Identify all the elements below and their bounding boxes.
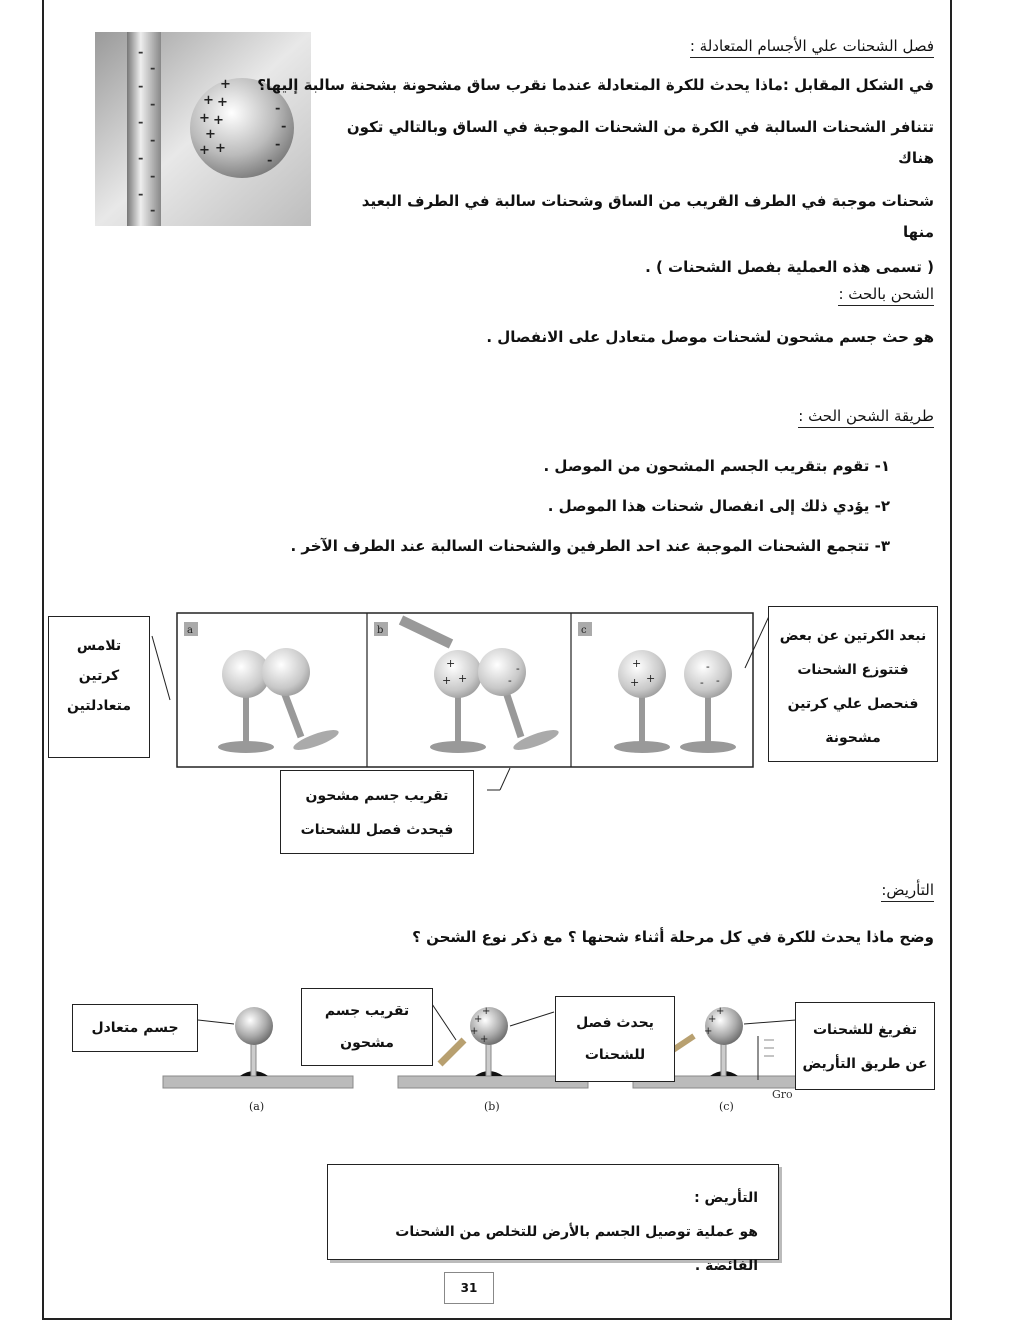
- section1-line-1: في الشكل المقابل :ماذا يحدث للكرة المتعادلة عندما نقرب ساق مشحونة بشحنة سالبة إليها؟: [257, 76, 934, 94]
- svg-text:-: -: [516, 662, 520, 675]
- page-number-text: 31: [460, 1281, 478, 1295]
- callout-bottom-line-1: تقريب جسم مشحون: [305, 788, 449, 804]
- svg-text:+: +: [716, 1006, 725, 1017]
- section3-heading: طريقة الشحن الحث :: [798, 407, 934, 428]
- svg-text:+: +: [215, 141, 226, 156]
- callout-grounding-discharge: [795, 1002, 935, 1090]
- grounding-stage-a: [235, 1007, 273, 1076]
- caption-b: (b): [484, 1100, 500, 1113]
- callout-right-line-1: نبعد الكرتين عن بعض: [779, 628, 927, 644]
- svg-text:+: +: [442, 674, 452, 687]
- section2-definition: هو حث جسم مشحون لشحنات موصل متعادل على الانفصال .: [486, 328, 934, 346]
- callout-c-line-1: يحدث فصل: [576, 1015, 654, 1031]
- svg-text:+: +: [482, 1006, 491, 1017]
- page-number: [444, 1272, 494, 1304]
- svg-text:+: +: [470, 1026, 479, 1037]
- svg-text:-: -: [138, 151, 144, 166]
- callout-left-line-1: تلامس: [76, 638, 122, 654]
- callout-d-line-1: تفريغ للشحنات: [812, 1022, 918, 1038]
- section1-line-4: ( تسمى هذه العملية بفصل الشحنات ) .: [645, 258, 934, 276]
- section4-heading: التأريض:: [881, 881, 934, 902]
- section1-line-3: شحنات موجبة في الطرف القريب من الساق وشحنات سالبة في الطرف البعيد منها: [361, 192, 934, 241]
- panel-label-a: a: [187, 625, 193, 636]
- callout-a-line-1: جسم متعادل: [91, 1020, 179, 1036]
- callout-b-line-1: تقريب جسم: [324, 1003, 410, 1019]
- callout-right-line-4: مشحونة: [825, 730, 881, 746]
- callout-approach-charged-body: [301, 988, 433, 1066]
- svg-text:-: -: [138, 45, 144, 60]
- svg-text:+: +: [632, 657, 642, 670]
- svg-text:+: +: [205, 127, 216, 142]
- svg-text:-: -: [716, 674, 720, 687]
- svg-text:+: +: [708, 1014, 717, 1025]
- svg-text:-: -: [275, 137, 281, 152]
- svg-text:+: +: [203, 93, 214, 108]
- caption-c: (c): [719, 1100, 734, 1113]
- svg-text:+: +: [480, 1034, 489, 1045]
- callout-c-line-2: للشحنات: [584, 1047, 646, 1063]
- definition-text: هو عملية توصيل الجسم بالأرض للتخلص من الشحنات الفائضة .: [395, 1224, 758, 1274]
- svg-text:-: -: [138, 187, 144, 202]
- step-2: ٢- يؤدي ذلك إلى انفصال شحنات هذا الموصل .: [547, 497, 890, 515]
- svg-text:+: +: [458, 672, 468, 685]
- callout-charge-separation: [555, 996, 675, 1082]
- svg-text:-: -: [275, 101, 281, 116]
- definition-title: التأريض :: [694, 1190, 758, 1206]
- svg-text:-: -: [150, 61, 156, 76]
- svg-text:-: -: [138, 115, 144, 130]
- callout-d-line-2: عن طريق التأريض: [802, 1056, 928, 1072]
- svg-text:+: +: [199, 143, 210, 158]
- callout-left-line-3: متعادلتين: [66, 698, 131, 714]
- svg-text:-: -: [700, 676, 704, 689]
- svg-text:-: -: [150, 169, 156, 184]
- svg-text:-: -: [138, 79, 144, 94]
- callout-right-line-3: فنحصل علي كرتين: [787, 696, 919, 712]
- svg-text:-: -: [150, 133, 156, 148]
- svg-text:+: +: [646, 672, 656, 685]
- panel-label-c: c: [581, 625, 587, 636]
- svg-text:-: -: [281, 119, 287, 134]
- callout-neutral-body: [72, 1004, 198, 1052]
- callout-bottom-line-2: فيحدث فصل للشحنات: [300, 822, 454, 838]
- svg-text:-: -: [150, 97, 156, 112]
- svg-text:+: +: [474, 1014, 483, 1025]
- grounding-definition-box: [327, 1164, 779, 1274]
- svg-text:-: -: [508, 674, 512, 687]
- callout-b-line-2: مشحون: [340, 1035, 394, 1051]
- step-3: ٣- تتجمع الشحنات الموجبة عند احد الطرفين والشحنات السالبة عند الطرف الآخر .: [290, 537, 890, 555]
- section2-heading: الشحن بالحث :: [838, 285, 934, 306]
- svg-text:+: +: [220, 77, 231, 92]
- callout-left-line-2: كرتين: [78, 668, 120, 684]
- svg-text:+: +: [199, 111, 210, 126]
- caption-a: (a): [249, 1100, 265, 1113]
- ground-label: Gro: [772, 1088, 793, 1101]
- section1-line-2: تتنافر الشحنات السالبة في الكرة من الشحنات الموجبة في الساق وبالتالي تكون هناك: [346, 118, 934, 167]
- svg-text:+: +: [704, 1026, 713, 1037]
- step-1: ١- تقوم بتقريب الجسم المشحون من الموصل .: [543, 457, 890, 475]
- svg-text:-: -: [267, 153, 273, 168]
- section4-question: وضح ماذا يحدث للكرة في كل مرحلة أثناء شحنها ؟ مع ذكر نوع الشحن ؟: [412, 928, 934, 946]
- panel-label-b: b: [377, 625, 384, 636]
- svg-text:+: +: [446, 657, 456, 670]
- callout-right-line-2: فتتوزع الشحنات: [797, 662, 909, 678]
- svg-text:+: +: [217, 95, 228, 110]
- svg-text:-: -: [706, 660, 710, 673]
- svg-text:-: -: [150, 203, 156, 218]
- section1-heading: فصل الشحنات علي الأجسام المتعادلة :: [690, 37, 934, 58]
- svg-text:+: +: [630, 676, 640, 689]
- svg-text:+: +: [213, 113, 224, 128]
- grounding-stage-b: [440, 1006, 508, 1076]
